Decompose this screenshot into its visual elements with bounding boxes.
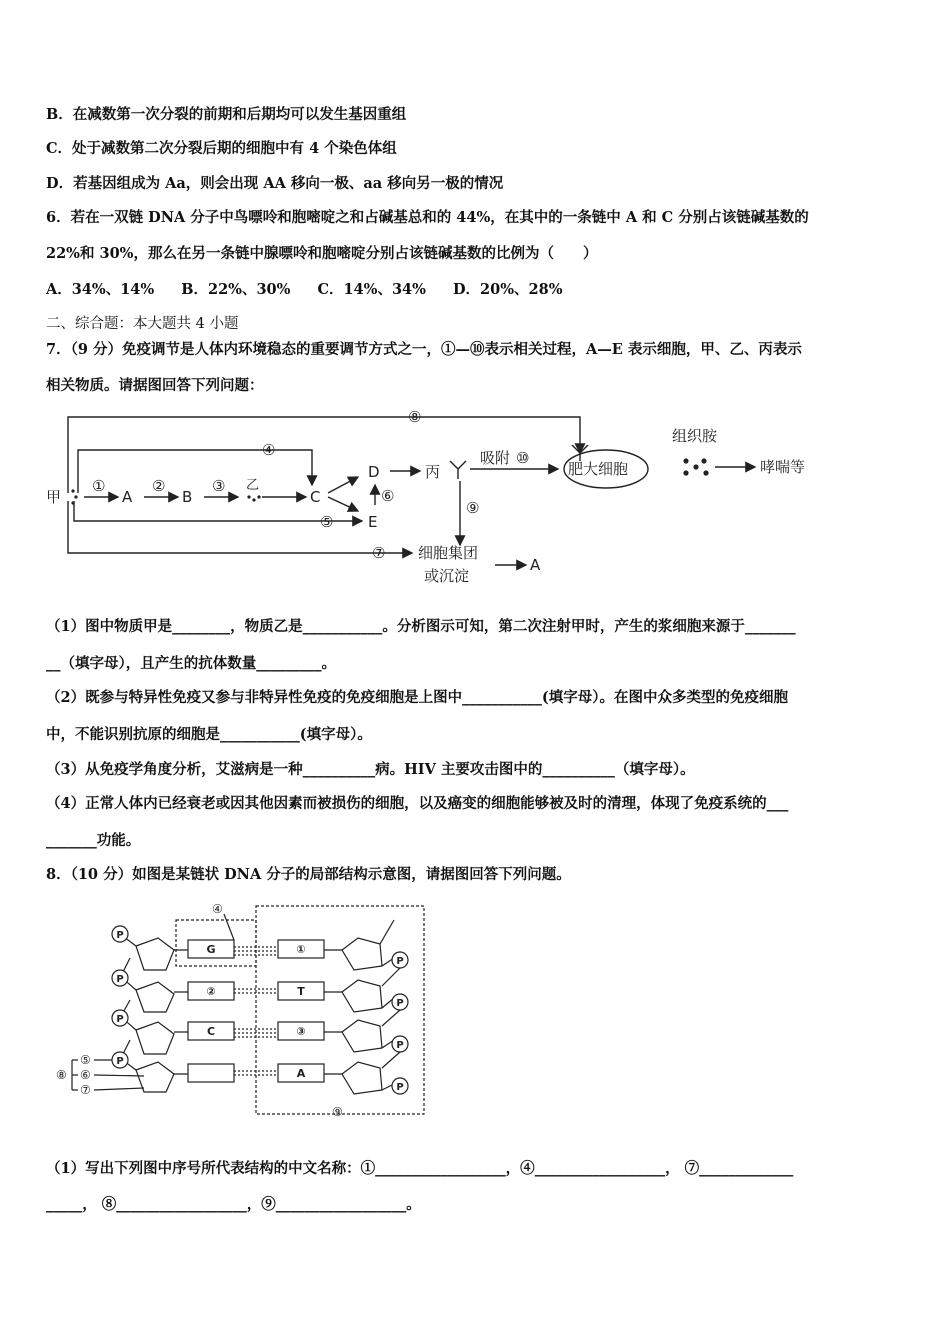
label-step-8: ⑧	[408, 408, 422, 426]
q5-option-b: B．在减数第一次分裂的前期和后期均可以发生基因重组	[46, 106, 407, 123]
deoxyribose-right-4	[342, 1062, 382, 1094]
label-yi: 乙	[246, 478, 260, 493]
deoxyribose-right-1	[342, 938, 382, 970]
label-step-4: ④	[262, 441, 276, 459]
label-bing: 丙	[425, 463, 441, 481]
base-t: T	[297, 985, 305, 998]
deoxyribose-left-3	[136, 1022, 174, 1054]
label-cluster-2: 或沉淀	[424, 567, 470, 585]
q6-stem-line1: 6．若在一双链 DNA 分子中鸟嘌呤和胞嘧啶之和占碱基总和的 44%，在其中的一条链中 A 和 C 分别占该链碱基数的	[46, 209, 809, 226]
base-a: A	[296, 1067, 306, 1080]
label-step-10: ⑩	[516, 449, 530, 467]
q7-sub2-line2: 中，不能识别抗原的细胞是___________(填字母）。	[46, 726, 372, 743]
label-step-5: ⑤	[320, 513, 334, 531]
phosphate-label: P	[396, 1082, 404, 1093]
phosphate-label: P	[396, 956, 404, 967]
label-step-9: ⑨	[466, 499, 480, 517]
label-5: ⑤	[80, 1053, 91, 1067]
q8-sub1-line1: （1）写出下列图中序号所代表结构的中文名称：①__________________，④__________________， ⑦_____________	[46, 1160, 794, 1177]
q8-sub1-line2: _____， ⑧__________________，⑨__________________。	[46, 1196, 421, 1213]
phosphate-label: P	[396, 998, 404, 1009]
q7-sub2-line1: （2）既参与特异性免疫又参与非特异性免疫的免疫细胞是上图中___________(填字母）。在图中众多类型的免疫细胞	[46, 689, 788, 706]
q6-stem-line2: 22%和 30%，那么在另一条链中腺嘌呤和胞嘧啶分别占该链碱基数的比例为（ ）	[46, 245, 598, 262]
base-c: C	[206, 1025, 216, 1038]
deoxyribose-right-3	[342, 1020, 382, 1052]
q6-option-b: B．22%、30%	[181, 281, 291, 298]
q6-options	[46, 278, 584, 299]
phosphate-label: P	[116, 974, 124, 985]
base-g: G	[206, 943, 216, 956]
immune-diagram	[40, 405, 840, 585]
pathway-4-line	[78, 450, 312, 493]
q7-sub3: （3）从免疫学角度分析，艾滋病是一种__________病。HIV 主要攻击图中的__________（填字母）。	[46, 761, 695, 778]
label-step-1: ①	[92, 477, 106, 495]
q7-stem-line2: 相关物质。请据图回答下列问题：	[46, 377, 264, 394]
label-adsorb: 吸附	[480, 449, 511, 467]
q8-stem: 8．（10 分）如图是某链状 DNA 分子的局部结构示意图，请据图回答下列问题。	[46, 866, 571, 883]
q7-sub1-line1: （1）图中物质甲是________，物质乙是___________。分析图示可知，第二次注射甲时，产生的浆细胞来源于_______	[46, 618, 796, 635]
base-3: ③	[296, 1025, 306, 1038]
label-jia: 甲	[46, 488, 62, 506]
deoxyribose-left-1	[136, 938, 174, 970]
phosphate-label: P	[116, 1056, 124, 1067]
label-cell-e: E	[368, 513, 378, 531]
q5-option-d: D．若基因组成为 Aa，则会出现 AA 移向一极、aa 移向另一极的情况	[46, 175, 504, 192]
pathway-7-line	[68, 501, 412, 553]
phosphate-label: P	[116, 1014, 124, 1025]
label-step-6: ⑥	[381, 487, 395, 505]
q7-stem-line1: 7．（9 分）免疫调节是人体内环境稳态的重要调节方式之一，①—⑩表示相关过程，A—E 表示细胞，甲、乙、丙表示	[46, 341, 802, 358]
q7-sub1-line2: __（填字母），且产生的抗体数量_________。	[46, 655, 336, 672]
q6-option-d: D．20%、28%	[452, 281, 563, 298]
label-cell-d: D	[368, 463, 380, 481]
phosphate-label: P	[396, 1040, 404, 1051]
label-cell-b: B	[182, 488, 193, 506]
label-mast-cell: 肥大细胞	[568, 460, 629, 478]
deoxyribose-right-2	[342, 980, 382, 1012]
label-4: ④	[212, 902, 223, 916]
base-1: ①	[296, 943, 306, 956]
label-step-2: ②	[152, 477, 166, 495]
label-cluster-1: 细胞集团	[418, 544, 479, 562]
label-histamine: 组织胺	[672, 427, 718, 445]
label-cell-c: C	[310, 488, 321, 506]
q7-sub4-line1: （4）正常人体内已经衰老或因其他因素而被损伤的细胞，以及癌变的细胞能够被及时的清理，体现了免疫系统的___	[46, 795, 789, 812]
label-9: ⑨	[332, 1105, 343, 1119]
phosphate-label: P	[116, 930, 124, 941]
label-step-7: ⑦	[372, 544, 386, 562]
q6-option-a: A．34%、14%	[46, 281, 155, 298]
section-heading: 二、综合题：本大题共 4 小题	[46, 316, 239, 332]
label-8: ⑧	[56, 1068, 67, 1082]
dna-structure-diagram	[48, 898, 438, 1123]
label-asthma: 哮喘等	[760, 458, 806, 476]
q5-option-c: C．处于减数第二次分裂后期的细胞中有 4 个染色体组	[46, 140, 397, 157]
q7-sub4-line2: _______功能。	[46, 832, 141, 849]
antibody-icon	[450, 461, 466, 479]
base-2: ②	[206, 985, 216, 998]
deoxyribose-left-2	[136, 982, 174, 1012]
label-cell-a: A	[122, 488, 133, 506]
q6-option-c: C．14%、34%	[317, 281, 426, 298]
label-step-3: ③	[212, 477, 226, 495]
label-7: ⑦	[80, 1083, 91, 1097]
label-end-a: A	[530, 556, 541, 574]
label-6: ⑥	[80, 1068, 91, 1082]
